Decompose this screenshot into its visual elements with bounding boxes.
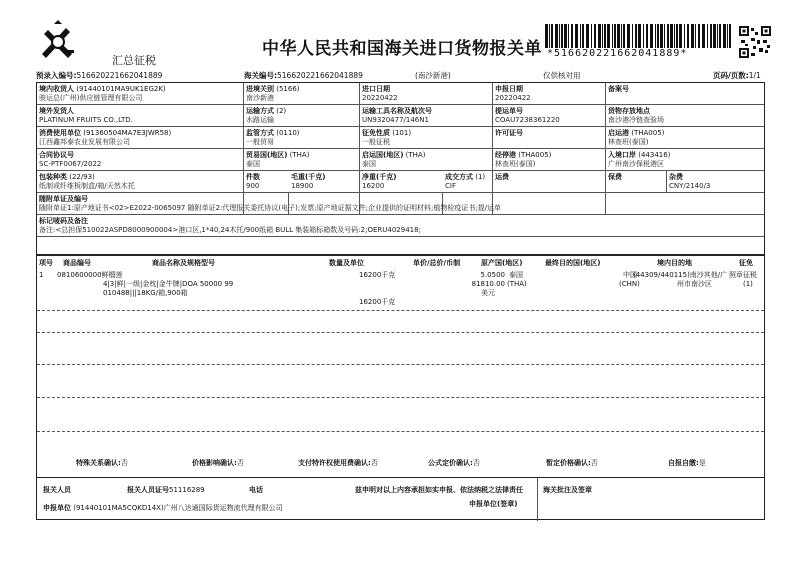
storage-field: 货物存放地点 南沙港冷链查验场 — [608, 107, 664, 124]
declaring-unit-field: 申报单位 (91440101MA5CQKD14X)广州八达通国际货运物流代理有限公司 — [43, 504, 283, 512]
consignee-field: 境内收货人 (91440101MA9UK1EG2K) 骏运总(广州)供应链管理有限公司 — [39, 85, 166, 102]
page-indicator: 页码/页数:1/1 — [713, 71, 761, 80]
col-header-qty: 数量及单位 — [329, 259, 364, 267]
footer-section — [36, 477, 765, 520]
departure-port-field: 启运港 (THA005) 林查班(泰国) — [608, 129, 665, 146]
summary-tax-label: 汇总征税 — [112, 54, 156, 67]
legal-statement: 兹申明对以上内容承担如实申报、依法纳税之法律责任 — [355, 486, 523, 494]
entry-office-field: 进境关别 (5166) 南沙新港 — [246, 85, 300, 102]
col-header-code: 商品编号 — [63, 259, 91, 267]
transit-port-field: 经停港 (THA005) 林查班(泰国) — [495, 151, 552, 168]
freight-field: 运费 — [495, 173, 509, 181]
col-header-origin: 原产国(地区) — [481, 259, 523, 267]
deal-field: 成交方式 (1) CIF — [445, 173, 486, 190]
unit-signature-field: 申报单位(签章) — [469, 500, 518, 508]
pieces-field: 件数 900 — [246, 173, 260, 190]
page-title: 中华人民共和国海关进口货物报关单 — [262, 39, 542, 59]
declare-date-field: 申报日期 20220422 — [495, 85, 531, 102]
entry-port-field: 入境口岸 (443416) 广州南沙保税港区 — [608, 151, 671, 168]
levy-nature-field: 征免性质 (101) 一般征税 — [362, 129, 412, 146]
declarant-cert-field: 报关人员证号51116289 — [127, 486, 205, 494]
col-header-no: 项号 — [39, 259, 53, 267]
pre-entry-number: 预录入编号:516620221662041889 — [36, 71, 163, 80]
trade-country-field: 贸易国(地区) (THA) 泰国 — [246, 151, 310, 168]
package-field: 包装种类 (22/93) 纸制或纤维板制盒/箱/天然木托 — [39, 173, 135, 190]
barcode-text: *516620221662041889* — [547, 48, 688, 59]
gross-weight-field: 毛重(千克) 18900 — [291, 173, 326, 190]
customs-note-field: 海关批注及签章 — [543, 486, 592, 494]
declaration-grid — [36, 82, 765, 255]
phone-field: 电话 — [249, 486, 263, 494]
goods-table: 项号 商品编号 商品名称及规格型号 数量及单位 单价/总价/币制 原产国(地区) 最终目的国(地区) 境内目的地 征免 1 0810600000鲜榴莲 4|3|鲜|一级|金枕|金牛牌|DOA 50000 99 010488|||18KG/箱,900箱 16200千克 16200千克 5.0500 81810.00 美元 泰国 (THA) 中国 (CHN) (44309/440115)南沙其他/广 州市南沙区 照章征税 (1) — [36, 255, 765, 477]
shipper-field: 境外发货人 PLATINUM FRUITS CO.,LTD. — [39, 107, 133, 124]
ship-country-field: 启运国(地区) (THA) 泰国 — [362, 151, 426, 168]
consumer-field: 消费使用单位 (91360504MA7E3JWR58) 江西鑫邦泰农业发展有限公司 — [39, 129, 172, 146]
col-header-name: 商品名称及规格型号 — [152, 259, 215, 267]
col-header-price: 单价/总价/币制 — [413, 259, 461, 267]
port-note: (南沙新港) — [415, 71, 451, 80]
bill-of-lading-field: 提运单号 COAU7238361220 — [495, 107, 560, 124]
col-header-dest: 最终目的国(地区) — [545, 259, 601, 267]
net-weight-field: 净重(千克) 16200 — [362, 173, 397, 190]
barcode-icon — [545, 24, 733, 48]
attached-docs-field: 随附单证及编号 随附单证1:原产地证书<02>E2022-0065097 随附单证2:代理报关委托协议(电子);发票;原产地证据文件;企业提供的证明材料;植物检疫证书;提/运单 — [39, 195, 502, 212]
import-date-field: 进口日期 20220422 — [362, 85, 398, 102]
misc-fee-field: 杂费 CNY/2140/3 — [669, 173, 711, 190]
col-header-levy: 征免 — [739, 259, 753, 267]
customs-number: 海关编号:516620221662041889 — [244, 71, 363, 80]
supervision-field: 监管方式 (0110) 一般贸易 — [246, 129, 300, 146]
transport-field: 运输方式 (2) 水路运输 — [246, 107, 287, 124]
customs-emblem-icon — [36, 20, 80, 64]
marks-remarks-field: 标记唛码及备注 备注:<总担保510022ASPD8000900004>港口区,1*40,24木托/900纸箱 BULL 集装箱标箱数及号码:2;OERU4029418; — [39, 217, 421, 234]
record-no-field: 备案号 — [608, 85, 629, 93]
verify-note: 仅供核对用 — [543, 71, 581, 80]
qr-code-icon — [739, 26, 771, 58]
vessel-field: 运输工具名称及航次号 UN9320477/146N1 — [362, 107, 432, 124]
contract-field: 合同协议号 SC-PTF0067/2022 — [39, 151, 102, 168]
declarant-field: 报关人员 — [43, 486, 71, 494]
col-header-domestic: 境内目的地 — [657, 259, 692, 267]
insurance-field: 保费 — [608, 173, 622, 181]
license-field: 许可证号 — [495, 129, 523, 137]
